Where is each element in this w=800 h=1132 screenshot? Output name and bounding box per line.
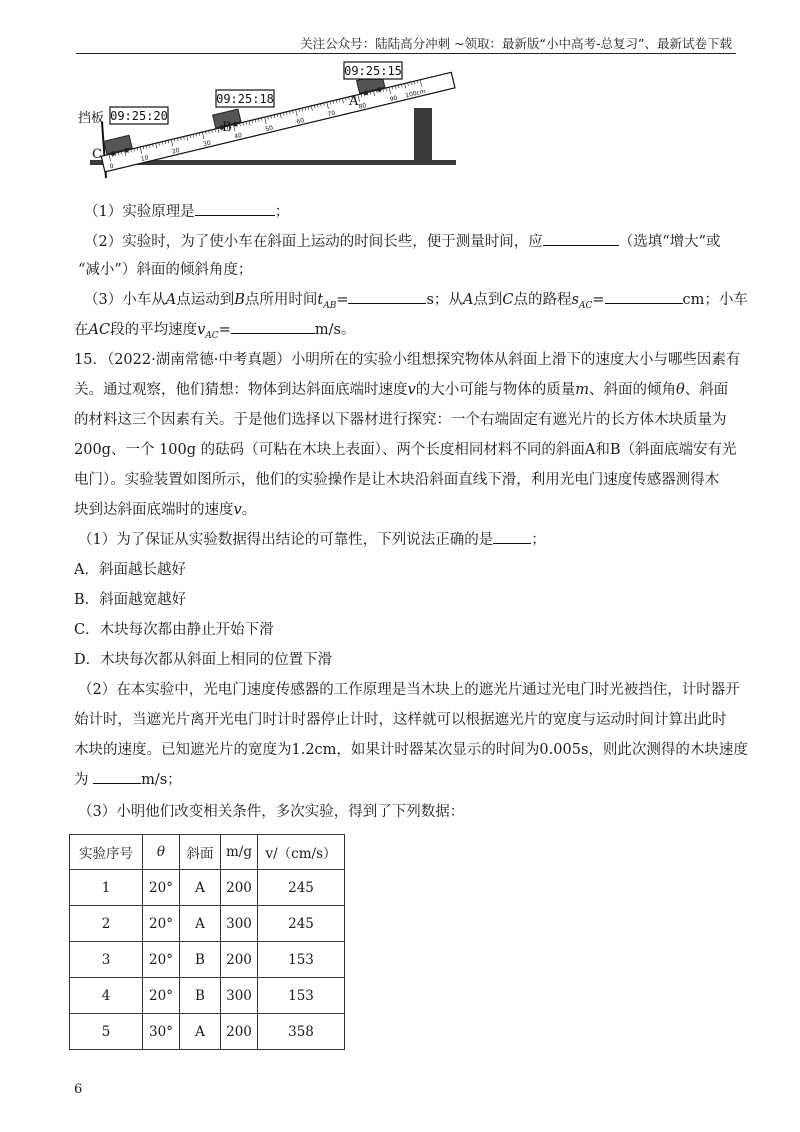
option-a[interactable]: A．斜面越长越好 bbox=[74, 562, 186, 578]
label-b: B bbox=[222, 120, 232, 135]
q14-part2-line1: （2）实验时，为了使小车在斜面上运动的时间长些，便于测量时间，应 （选填“增大”或 bbox=[84, 234, 721, 250]
table-cell: 358 bbox=[258, 1014, 345, 1050]
table-cell: 300 bbox=[221, 906, 258, 942]
ruler-tick-label: 90 bbox=[389, 94, 399, 104]
table-row bbox=[70, 1014, 345, 1050]
table-cell: B bbox=[180, 978, 221, 1014]
table-cell: 153 bbox=[258, 978, 345, 1014]
clock-b: 09:25:18 bbox=[216, 92, 274, 106]
table-cell: 245 bbox=[258, 906, 345, 942]
data-table bbox=[69, 834, 345, 1050]
answer-blank[interactable] bbox=[93, 770, 141, 784]
table-row bbox=[70, 942, 345, 978]
clock-a: 09:25:15 bbox=[344, 64, 402, 78]
q15-part2-line4: 为 m/s； bbox=[74, 772, 182, 788]
header-incline: 斜面 bbox=[180, 835, 221, 870]
answer-blank[interactable] bbox=[543, 232, 619, 246]
table-body bbox=[70, 870, 345, 1050]
table-cell: 2 bbox=[70, 906, 143, 942]
table-cell: 4 bbox=[70, 978, 143, 1014]
ruler-tick-label: 80 bbox=[358, 102, 368, 111]
q15-part2-line3: 木块的速度。已知遮光片的宽度为1.2cm，如果计时器某次显示的时间为0.005s，则此次测得的木块速度 bbox=[74, 742, 748, 758]
q15-stem-line3: 的材料这三个因素有关。于是他们选择以下器材进行探究：一个右端固定有遮光片的长方体木块质量为 bbox=[74, 412, 727, 428]
q15-part2-line2: 始计时，当遮光片离开光电门时计时器停止计时，这样就可以根据遮光片的宽度与运动时间计算出此时 bbox=[74, 712, 727, 728]
ruler-tick-label: 0 bbox=[109, 162, 115, 171]
ruler-tick-label: 20 bbox=[171, 146, 181, 156]
header-velocity: v/（cm/s） bbox=[258, 835, 345, 870]
label-a: A bbox=[349, 94, 359, 109]
option-d[interactable]: D．木块每次都从斜面上相同的位置下滑 bbox=[74, 652, 333, 668]
ruler-tick-label: 50 bbox=[264, 124, 274, 134]
table-cell: 3 bbox=[70, 942, 143, 978]
table-cell: 200 bbox=[221, 870, 258, 906]
page-number: 6 bbox=[74, 1082, 83, 1097]
table-cell: 245 bbox=[258, 870, 345, 906]
table-cell: B bbox=[180, 942, 221, 978]
table-row bbox=[70, 978, 345, 1014]
header-trial-no: 实验序号 bbox=[70, 835, 143, 870]
incline-figure bbox=[74, 58, 474, 192]
q15-stem-line6: 块到达斜面底端时的速度v。 bbox=[74, 502, 257, 518]
table-cell: 20° bbox=[143, 870, 180, 906]
answer-blank[interactable] bbox=[231, 320, 315, 334]
table-cell: 20° bbox=[143, 978, 180, 1014]
answer-blank[interactable] bbox=[195, 202, 275, 216]
q14-part1: （1）实验原理是 ； bbox=[84, 204, 290, 220]
option-b[interactable]: B．斜面越宽越好 bbox=[74, 592, 187, 608]
q15-part2-line1: （2）在本实验中，光电门速度传感器的工作原理是当木块上的遮光片通过光电门时光被挡住，计时器开 bbox=[78, 682, 740, 698]
table-header-row bbox=[70, 835, 345, 870]
q14-part3-line2: 在AC段的平均速度$v_{AC}= m/s$。 bbox=[74, 322, 356, 341]
q14-part3-line1: （3）小车从A点运动到B点所用时间$t_{AB}= s$；从A点到C点的路程$s_{AC}=$ cm；小车 bbox=[84, 292, 748, 311]
table-cell: 5 bbox=[70, 1014, 143, 1050]
q15-stem-line5: 电门）。实验装置如图所示，他们的实验操作是让木块沿斜面直线下滑，利用光电门速度传感器测得木 bbox=[74, 472, 720, 488]
ruler-tick-label: 70 bbox=[326, 109, 337, 119]
q15-stem-line2: 关。通过观察，他们猜想：物体到达斜面底端时速度v的大小可能与物体的质量m、斜面的倾角θ、斜面 bbox=[74, 382, 729, 398]
table-cell: 300 bbox=[221, 978, 258, 1014]
table-cell: 200 bbox=[221, 942, 258, 978]
option-c[interactable]: C．木块每次都由静止开始下滑 bbox=[74, 622, 274, 638]
header-rule bbox=[76, 53, 736, 54]
table-cell: 30° bbox=[143, 1014, 180, 1050]
table-cell: 200 bbox=[221, 1014, 258, 1050]
page-header: 关注公众号：陆陆高分冲刺 ~领取：最新版“小中高考-总复习”、最新试卷下载 bbox=[300, 36, 732, 51]
clock-c: 09:25:20 bbox=[110, 109, 168, 123]
support-post bbox=[414, 108, 432, 160]
header-mass: m/g bbox=[221, 835, 258, 870]
answer-blank[interactable] bbox=[493, 530, 531, 544]
baffle-label: 挡板 bbox=[78, 111, 105, 126]
ruler-tick-label: 10 bbox=[140, 154, 150, 164]
table-cell: A bbox=[180, 906, 221, 942]
q15-stem-line4: 200g、一个 100g 的砝码（可粘在木块上表面）、两个长度相同材料不同的斜面A和B（斜面底端安有光 bbox=[74, 442, 737, 458]
header-theta: θ bbox=[143, 835, 180, 870]
table-cell: 20° bbox=[143, 942, 180, 978]
label-c: C bbox=[92, 147, 102, 162]
q15-part1: （1）为了保证从实验数据得出结论的可靠性，下列说法正确的是 ； bbox=[78, 532, 546, 548]
ruler-tick-label: 60 bbox=[295, 117, 305, 126]
table-cell: 153 bbox=[258, 942, 345, 978]
table-cell: A bbox=[180, 870, 221, 906]
answer-blank[interactable] bbox=[348, 290, 426, 304]
q14-part2-line2: “减小”）斜面的倾斜角度； bbox=[78, 262, 253, 278]
table-row bbox=[70, 906, 345, 942]
ruler-tick-label: 40 bbox=[233, 132, 243, 141]
q15-stem-line1: 15．（2022·湖南常德·中考真题）小明所在的实验小组想探究物体从斜面上滑下的速度大小与哪些因素有 bbox=[74, 352, 741, 368]
table-row bbox=[70, 870, 345, 906]
table-cell: 20° bbox=[143, 906, 180, 942]
table-cell: A bbox=[180, 1014, 221, 1050]
q15-part3: （3）小明他们改变相关条件，多次实验，得到了下列数据： bbox=[78, 804, 465, 820]
ruler-tick-label: 30 bbox=[202, 139, 212, 149]
answer-blank[interactable] bbox=[605, 290, 683, 304]
table-cell: 1 bbox=[70, 870, 143, 906]
ruler-unit: 100cm bbox=[404, 87, 427, 100]
